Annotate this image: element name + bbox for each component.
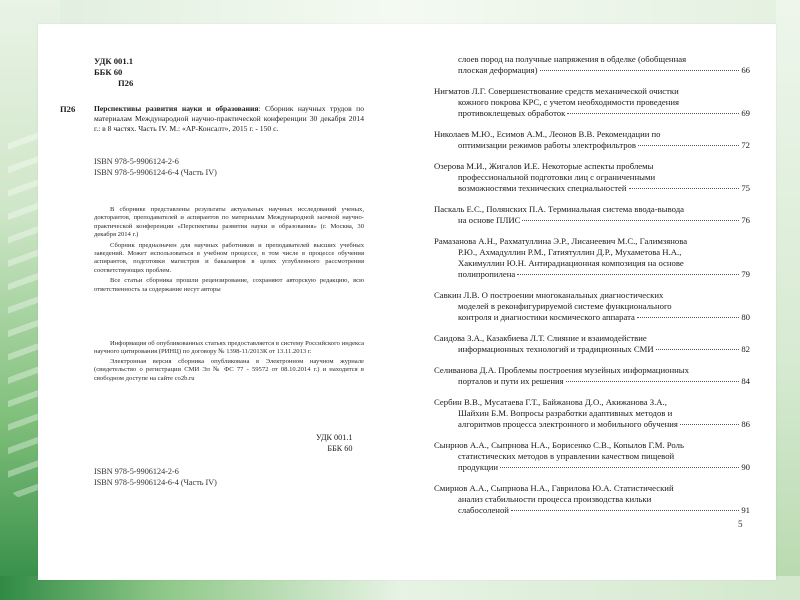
toc-entry-line: Нигматов Л.Г. Совершенствование средств механической очистки (434, 86, 679, 96)
publication-info (94, 340, 364, 384)
toc-entry-last-line (434, 183, 750, 194)
toc-leader-dots (522, 220, 739, 221)
udk-block-bottom (316, 432, 352, 454)
abstract (94, 206, 364, 296)
biblio-title: Перспективы развития науки и образования (94, 104, 259, 113)
toc-entry-line: Шайхин Б.М. Вопросы разработки адаптивных методов и (458, 408, 673, 418)
toc-leader-dots (638, 145, 739, 146)
toc-entry-line: Озерова М.И., Жигалов И.Е. Некоторые аспекты проблемы (434, 161, 654, 171)
toc-page-number: 76 (741, 215, 750, 225)
toc-entry-line: профессиональной подготовки лиц с ограниченными (458, 172, 656, 182)
toc-entry (434, 440, 750, 473)
toc-entry-line: Селиванова Д.А. Проблемы построения музейных информационных (434, 365, 689, 375)
toc-leader-dots (629, 188, 740, 189)
toc-entry (434, 333, 750, 355)
page-number: 5 (738, 519, 743, 529)
toc-entry-text: противоклещевых обработок (458, 108, 566, 118)
toc-entry-line: Паскаль Е.С., Полянских П.А. Терминальная система ввода-вывода (434, 204, 685, 214)
toc-entry-last-line (434, 269, 750, 280)
toc-entry-last-line (434, 108, 750, 119)
toc-leader-dots (680, 424, 739, 425)
toc-entry-last-line (434, 462, 750, 473)
toc-entry (434, 290, 750, 323)
toc-entry-line: Р.Ю., Ахмадуллин Р.М., Гатиятуллин Д.Р., Мухаметова Н.А., (458, 247, 682, 257)
toc-entry-last-line (434, 505, 750, 516)
toc-entry-line: Смирнов А.А., Сыпрнова Н.А., Гаврилова Ю.А. Статистический (434, 483, 674, 493)
toc-entry (434, 204, 750, 226)
toc-leader-dots (566, 381, 740, 382)
toc-entry-last-line (434, 312, 750, 323)
toc-entry (434, 54, 750, 76)
toc-entry (434, 129, 750, 151)
toc-entry-line: моделей в реконфигурируемой системе функционального (458, 301, 672, 311)
toc-leader-dots (511, 510, 739, 511)
toc-entry-text: полипропилена (458, 269, 516, 279)
document-page (38, 24, 776, 580)
p26-margin-label: П26 (60, 104, 76, 114)
isbn-line: ISBN 978-5-9906124-6-4 (Часть IV) (94, 478, 217, 487)
isbn-block-bottom (94, 466, 217, 488)
isbn-line: ISBN 978-5-9906124-2-6 (94, 157, 179, 166)
toc-entry-text: порталов и пути их решения (458, 376, 564, 386)
toc-leader-dots (656, 349, 740, 350)
toc-page-number: 84 (741, 376, 750, 386)
toc-leader-dots (567, 113, 739, 114)
udk-code: УДК 001.1 (316, 433, 353, 442)
toc-entry (434, 236, 750, 280)
toc-entry-last-line (434, 215, 750, 226)
bbk-code: ББК 60 (327, 444, 353, 453)
toc-entry-last-line (434, 419, 750, 430)
abstract-paragraph: В сборнике представлены результаты актуальных научных исследований ученых, докторантов, преподавателей и аспирантов по материалам Международной заочной научно-практической конференции «Перспективы развития науки и образования» (г. Москва, 30 декабря 2014 г.) (94, 206, 364, 239)
toc-entry (434, 161, 750, 194)
background-top (0, 0, 800, 26)
toc-entry-line: анализ стабильности процесса производства кильки (458, 494, 652, 504)
isbn-line: ISBN 978-5-9906124-6-4 (Часть IV) (94, 168, 217, 177)
toc-leader-dots (637, 317, 739, 318)
toc-entry-line: Сынрнов А.А., Сыпрнова Н.А., Борисенко С.В., Копылов Г.М. Роль (434, 440, 684, 450)
p26-code: П26 (118, 78, 134, 88)
toc-entry-line: Савкин Л.В. О построении многоканальных диагностических (434, 290, 664, 300)
info-paragraph: Электронная версия сборника опубликована в Электронном научном журнале (свидетельство о регистрации СМИ Эл № ФС 77 - 59572 от 08.10.2014 г.) и находится в свободном доступе на сайте co2b.ru (94, 357, 364, 382)
toc-entry-text: слабосоленой (458, 505, 509, 515)
toc-entry-line: Рамазанова А.Н., Рахматуллина Э.Р., Лисанеевич М.С., Галимзянова (434, 236, 688, 246)
toc-entry-line: Саидова З.А., Казакбиева Л.Т. Слияние и взаимодействие (434, 333, 647, 343)
bibliographic-description (94, 104, 364, 134)
toc-entry-text: плоская деформация) (458, 65, 538, 75)
toc-entry-text: оптимизации режимов работы электрофильтров (458, 140, 637, 150)
toc-entry-last-line (434, 376, 750, 387)
info-paragraph: Информация об опубликованных статьях предоставляется в систему Российского индекса научного цитирования (РИНЦ) по договору № 1398-11/2013К от 13.11.2013 г. (94, 340, 364, 356)
toc-entry-last-line (434, 140, 750, 151)
toc-entry-last-line (434, 65, 750, 76)
toc-page-number: 69 (741, 108, 750, 118)
toc-entry (434, 397, 750, 430)
biblio-rest: : Сборник научных трудов по материалам Международной научно-практической конференции 30 декабря 2014 г.: в 8 частях. Часть IV. М.: «АР-Консалт», 2015 г. - 150 с. (94, 104, 364, 133)
toc-entry-text: продукции (458, 462, 499, 472)
background-right (776, 0, 800, 600)
toc-entry (434, 365, 750, 387)
toc-entry-text: алгоритмов процесса электронного и мобильного обучения (458, 419, 678, 429)
bbk-code: ББК 60 (94, 67, 123, 77)
toc-entry-line: Хакимуллин Ю.Н. Антирадиационная композиция на основе (458, 258, 684, 268)
isbn-block-top (94, 156, 217, 178)
toc-entry-line: статистических методов в управлении качеством пищевой (458, 451, 675, 461)
toc-page-number: 90 (741, 462, 750, 472)
toc-page-number: 80 (741, 312, 750, 322)
toc-entry (434, 483, 750, 516)
abstract-paragraph: Все статьи сборника прошли рецензирование, сохраняют авторскую редакцию, всю ответственность за содержание несут авторы (94, 277, 364, 293)
toc-leader-dots (500, 467, 739, 468)
toc-page-number: 75 (741, 183, 750, 193)
toc-entry-line: Николаев М.Ю., Есимов А.М., Леонов В.В. Рекомендации по (434, 129, 661, 139)
toc-entry-last-line (434, 344, 750, 355)
toc-entry-line: Сербин В.В., Мусатаева Г.Т., Байжанова Д.О., Акижанова З.А., (434, 397, 667, 407)
toc-page-number: 86 (741, 419, 750, 429)
toc-leader-dots (517, 274, 739, 275)
toc-page-number: 66 (741, 65, 750, 75)
left-column (38, 24, 378, 580)
toc-entry-text: контроля и диагностики космического аппарата (458, 312, 635, 322)
udk-block-top (94, 56, 133, 89)
toc-page-number: 82 (741, 344, 750, 354)
toc-page-number: 79 (741, 269, 750, 279)
table-of-contents (434, 54, 750, 526)
toc-entry (434, 86, 750, 119)
toc-leader-dots (540, 70, 740, 71)
toc-entry-line: слоев пород на получные напряжения в обделке (обобщенная (458, 54, 687, 64)
udk-code: УДК 001.1 (94, 56, 134, 66)
toc-page-number: 72 (741, 140, 750, 150)
toc-entry-text: возможностями технических специальностей (458, 183, 627, 193)
toc-entry-line: кожного покрова КРС, с учетом необходимости проведения (458, 97, 680, 107)
abstract-paragraph: Сборник предназначен для научных работников и преподавателей высших учебных заведений. Может использоваться в учебном процессе, в том числе в процессе обучения аспирантов, подготовки магистров и бакалавров в целях углубленного рассмотрения соответствующих проблем. (94, 241, 364, 274)
toc-entry-text: на основе ПЛИС (458, 215, 521, 225)
toc-entry-text: информационных технологий и традиционных СМИ (458, 344, 654, 354)
isbn-line: ISBN 978-5-9906124-2-6 (94, 467, 179, 476)
toc-page-number: 91 (741, 505, 750, 515)
